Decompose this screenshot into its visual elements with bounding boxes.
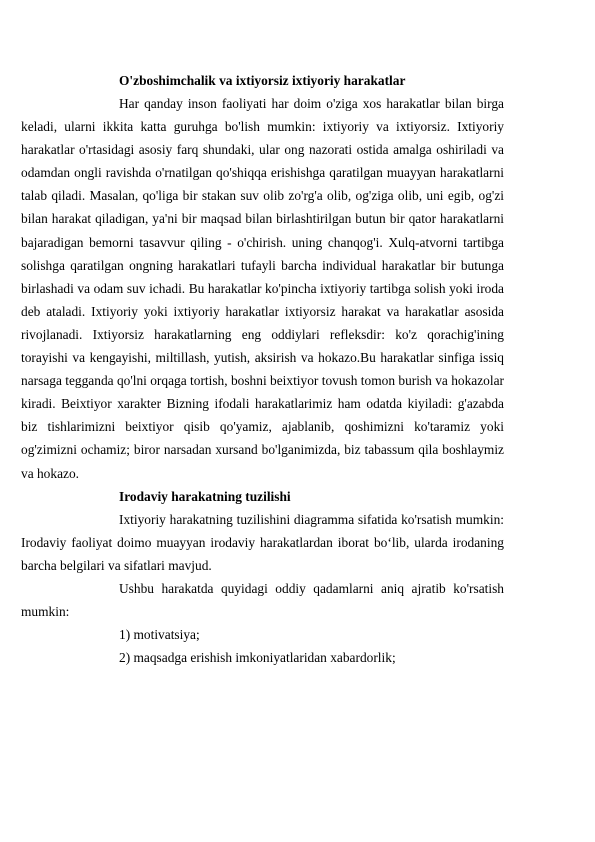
body-paragraph-3: Ushbu harakatda quyidagi oddiy qadamlarni aniq ajratib ko'rsatish mumkin: [21,580,504,619]
paragraph-wrapper-3 [21,577,504,623]
paragraph-wrapper-2 [21,508,504,577]
list-item-1: 1) motivatsiya; [119,627,200,643]
list-item-2: 2) maqsadga erishish imkoniyatlaridan xabardorlik; [119,650,396,666]
paragraph-wrapper-1 [21,92,504,485]
body-paragraph-1: Har qanday inson faoliyati har doim o'ziga xos harakatlar bilan birga keladi, ularni ikkita katta guruhga bo'lish mumkin: ixtiyoriy va ixtiyorsiz. Ixtiyoriy harakatlar o'rtasidagi asosiy farq shundaki, ular ong nazorati ostida amalga oshiriladi va odamdan ongli ravishda o'rnatilgan qo'shiqqa erishishga qaratilgan muayyan harakatlarni talab qiladi. Masalan, qo'liga bir stakan suv olib zo'rg'a olib, og'ziga olib, uni egib, og'zi bilan harakat qiladigan, ya'ni bir maqsad bilan birlashtirilgan butun bir qator harakatlarni bajaradigan bemorni tasavvur qiling - o'chirish. uning chanqog'i. Xulq-atvorni tartibga solishga qaratilgan ongning harakatlari tufayli barcha individual harakatlar bir butunga birlashadi va odam suv ichadi. Bu harakatlar ko'pincha ixtiyoriy tartibga solish yoki iroda deb ataladi. Ixtiyoriy yoki ixtiyoriy harakatlar ixtiyorsiz harakat va harakatlar asosida rivojlanadi. Ixtiyorsiz harakatlarning eng oddiylari refleksdir: ko'z qorachig'ining torayishi va kengayishi, miltillash, yutish, aksirish va hokazo.Bu harakatlar sinfiga issiq narsaga tegganda qo'lni orqaga tortish, boshni beixtiyor tovush tomon burish va hokazolar kiradi. Beixtiyor xarakter Bizning ifodali harakatlarimiz ham odatda kiyiladi: g'azabda biz tishlarimizni beixtiyor qisib qo'yamiz, ajablanib, qoshimizni ko'taramiz yoki og'zimizni ochamiz; biror narsadan xursand bo'lganimizda, biz tabassum qila boshlaymiz va hokazo. [21,96,504,481]
document-body [21,69,504,669]
section-heading-voluntary-actions: O'zboshimchalik va ixtiyorsiz ixtiyoriy harakatlar [119,73,406,88]
section-heading-structure: Irodaviy harakatning tuzilishi [119,488,291,504]
body-paragraph-2: Ixtiyoriy harakatning tuzilishini diagramma sifatida ko'rsatish mumkin: Irodaviy faoliyat doimo muayyan irodaviy harakatlardan iborat bo‘lib, ularda irodaning barcha belgilari va sifatlari mavjud. [21,511,504,573]
